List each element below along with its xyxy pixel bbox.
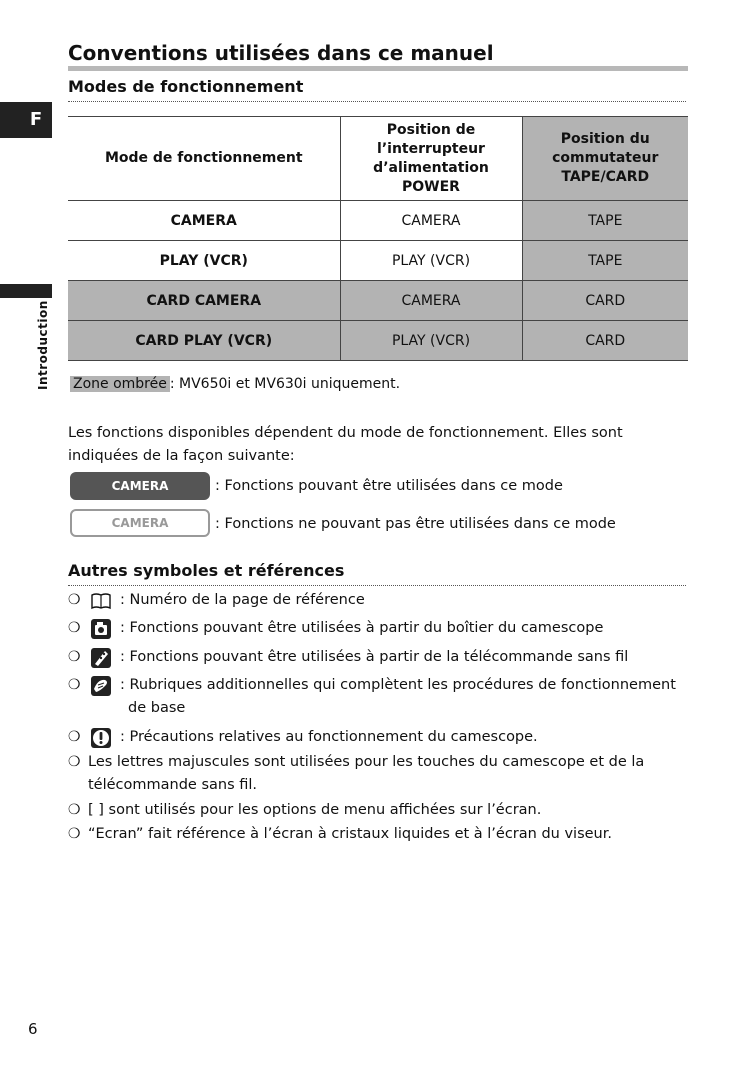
list-item-text (120, 617, 690, 640)
page-number: 6 (28, 1020, 38, 1038)
remote-control-icon (90, 647, 112, 669)
cell-switch: TAPE (522, 241, 688, 281)
cell-power: PLAY (VCR) (340, 321, 522, 361)
list-item-line: : Fonctions pouvant être utilisées à partir de la télécommande sans fil (120, 649, 629, 665)
cell-mode: CARD CAMERA (68, 281, 340, 321)
bullet: ❍ (68, 649, 81, 665)
list-item-line: télécommande sans fil. (88, 777, 258, 793)
bullet: ❍ (68, 754, 81, 770)
cell-mode: PLAY (VCR) (68, 241, 340, 281)
list-item-line: [ ] sont utilisés pour les options de menu affichées sur l’écran. (88, 802, 542, 818)
shaded-zone-text: : MV650i et MV630i uniquement. (169, 376, 401, 392)
table-header-row (68, 117, 688, 201)
modes-table (68, 116, 688, 361)
inactive-mode-desc: : Fonctions ne pouvant pas être utilisées dans ce mode (215, 516, 616, 532)
language-tab: F (0, 102, 52, 138)
cell-power: CAMERA (340, 201, 522, 241)
col-header-power-line: l’interrupteur (377, 140, 485, 157)
list-item-line: : Numéro de la page de référence (120, 592, 365, 608)
bullet: ❍ (68, 826, 81, 842)
bullet: ❍ (68, 677, 81, 693)
cell-switch: CARD (522, 321, 688, 361)
list-item-line: : Précautions relatives au fonctionnement du camescope. (120, 729, 538, 745)
list-item-line: Les lettres majuscules sont utilisées pour les touches du camescope et de la (88, 754, 645, 770)
section-side-label: Introduction (36, 300, 50, 390)
modes-heading: Modes de fonctionnement (68, 76, 686, 102)
shaded-zone-note (70, 374, 400, 394)
col-header-power-line: Position de (386, 121, 476, 138)
active-mode-desc: : Fonctions pouvant être utilisées dans ce mode (215, 478, 563, 494)
shaded-zone-label: Zone ombrée (70, 376, 170, 392)
cell-mode: CARD PLAY (VCR) (68, 321, 340, 361)
page-title: Conventions utilisées dans ce manuel (68, 40, 688, 71)
cell-switch: CARD (522, 281, 688, 321)
bullet: ❍ (68, 592, 81, 608)
list-item-line: : Rubriques additionnelles qui complètent les procédures de fonctionnement (120, 677, 676, 693)
col-header-mode: Mode de fonctionnement (68, 117, 340, 201)
table-row (68, 241, 688, 281)
cell-mode: CAMERA (68, 201, 340, 241)
col-header-power (340, 117, 522, 201)
cell-switch: TAPE (522, 201, 688, 241)
table-row (68, 281, 688, 321)
col-header-power-line: POWER (402, 178, 460, 195)
active-mode-badge: CAMERA (70, 472, 210, 500)
inactive-mode-badge: CAMERA (70, 509, 210, 537)
functions-intro: Les fonctions disponibles dépendent du mode de fonctionnement. Elles sont indiquées de la façon suivante: (68, 425, 623, 464)
col-header-power-line: d’alimentation (373, 159, 489, 176)
camcorder-body-icon (90, 618, 112, 640)
notes-icon (90, 675, 112, 697)
col-header-switch (522, 117, 688, 201)
list-item-line: “Ecran” fait référence à l’écran à cristaux liquides et à l’écran du viseur. (88, 826, 612, 842)
list-item-text (88, 799, 688, 822)
list-item-text (88, 751, 688, 797)
list-item-text (120, 674, 690, 720)
bullet: ❍ (68, 729, 81, 745)
warning-icon (90, 727, 112, 749)
list-item-line: de base (128, 700, 186, 716)
list-item-text (88, 823, 688, 846)
list-item-text (120, 589, 690, 612)
book-icon (90, 590, 112, 612)
list-item-text (120, 726, 690, 749)
col-header-switch-line: commutateur (552, 150, 659, 166)
col-header-switch-line: Position du (560, 131, 650, 147)
symbols-heading: Autres symboles et références (68, 560, 686, 586)
bullet: ❍ (68, 620, 81, 636)
table-row (68, 201, 688, 241)
side-marker (0, 284, 52, 298)
col-header-switch-line: TAPE/CARD (561, 169, 650, 185)
cell-power: PLAY (VCR) (340, 241, 522, 281)
list-item-text (120, 646, 690, 669)
list-item-line: : Fonctions pouvant être utilisées à partir du boîtier du camescope (120, 620, 604, 636)
bullet: ❍ (68, 802, 81, 818)
cell-power: CAMERA (340, 281, 522, 321)
table-row (68, 321, 688, 361)
